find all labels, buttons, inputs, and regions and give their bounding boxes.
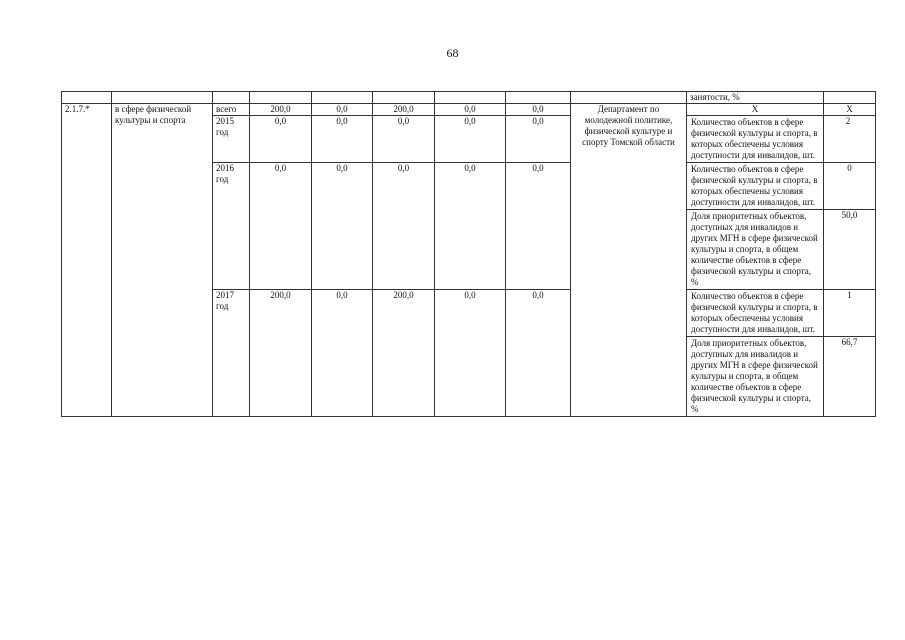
indicator-name: Количество объектов в сфере физической культуры и спорта, в которых обеспечены условия доступности для инвалидов, шт. — [687, 163, 824, 210]
indicator-name: Доля приоритетных объектов, доступных для инвалидов и других МГН в сфере физической культуры и спорта, в общем количестве объектов в сфере физической культуры и спорта, % — [687, 210, 824, 290]
y2016-v4: 0,0 — [435, 163, 506, 290]
period-2017: 2017 год — [213, 290, 250, 417]
period-total: всего — [213, 104, 250, 116]
indicator-value: 1 — [824, 290, 876, 337]
period-2016: 2016 год — [213, 163, 250, 290]
total-v3: 200,0 — [373, 104, 435, 116]
total-v1: 200,0 — [250, 104, 312, 116]
y2015-v3: 0,0 — [373, 116, 435, 163]
y2016-v3: 0,0 — [373, 163, 435, 290]
y2017-v5: 0,0 — [506, 290, 571, 417]
indicator-name: Количество объектов в сфере физической культуры и спорта, в которых обеспечены условия доступности для инвалидов, шт. — [687, 290, 824, 337]
y2017-v3: 200,0 — [373, 290, 435, 417]
row-name: в сфере физической культуры и спорта — [112, 104, 213, 417]
y2015-v1: 0,0 — [250, 116, 312, 163]
y2015-v2: 0,0 — [312, 116, 373, 163]
y2016-v1: 0,0 — [250, 163, 312, 290]
total-v4: 0,0 — [435, 104, 506, 116]
indicator-value: 50,0 — [824, 210, 876, 290]
row-code: 2.1.7.* — [62, 104, 112, 417]
period-2015: 2015 год — [213, 116, 250, 163]
indicator-value: 0 — [824, 163, 876, 210]
y2017-v4: 0,0 — [435, 290, 506, 417]
program-table — [61, 91, 876, 417]
y2016-v2: 0,0 — [312, 163, 373, 290]
total-v2: 0,0 — [312, 104, 373, 116]
indicator-name: Количество объектов в сфере физической культуры и спорта, в которых обеспечены условия доступности для инвалидов, шт. — [687, 116, 824, 163]
page-number: 68 — [446, 46, 459, 60]
indicator-value: 66,7 — [824, 337, 876, 417]
y2017-v2: 0,0 — [312, 290, 373, 417]
value-x: Х — [824, 104, 876, 116]
y2015-v4: 0,0 — [435, 116, 506, 163]
y2015-v5: 0,0 — [506, 116, 571, 163]
department: Департамент по молодежной политике, физической культуре и спорту Томской области — [571, 104, 687, 417]
indicator-x: Х — [687, 104, 824, 116]
indicator-cell: занятости, % — [687, 92, 824, 104]
y2017-v1: 200,0 — [250, 290, 312, 417]
total-v5: 0,0 — [506, 104, 571, 116]
y2016-v5: 0,0 — [506, 163, 571, 290]
indicator-name: Доля приоритетных объектов, доступных для инвалидов и других МГН в сфере физической культуры и спорта, в общем количестве объектов в сфере физической культуры и спорта, % — [687, 337, 824, 417]
indicator-value: 2 — [824, 116, 876, 163]
continuation-row — [62, 92, 876, 104]
